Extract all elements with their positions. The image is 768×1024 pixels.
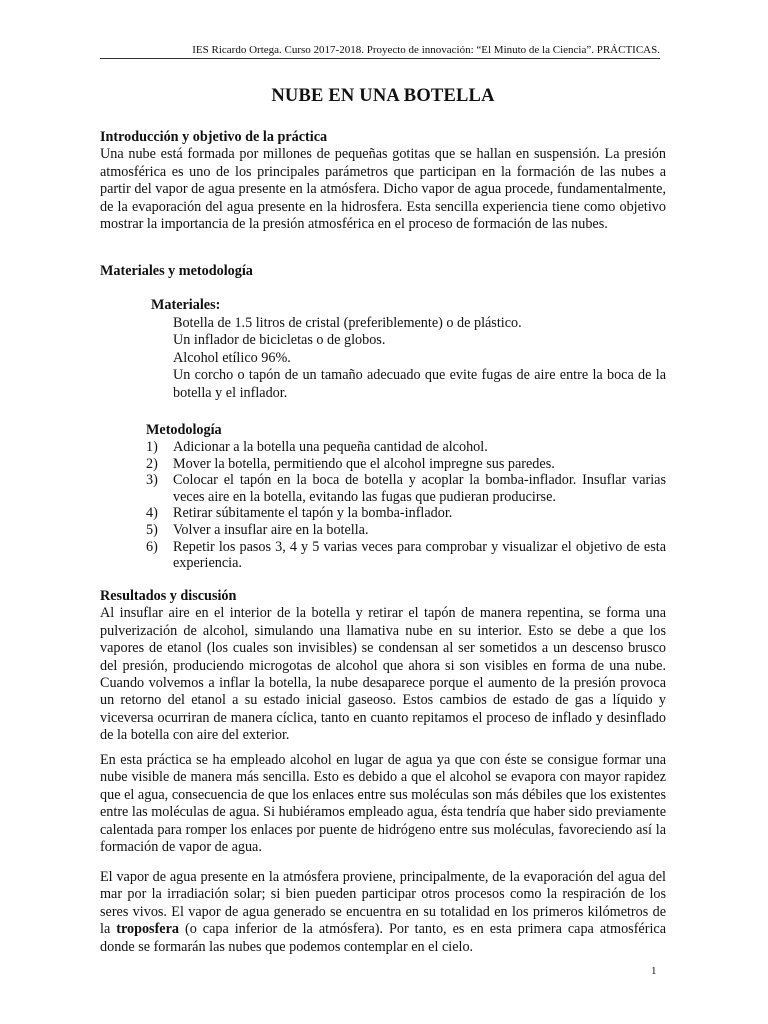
step-item <box>146 472 666 505</box>
intro-heading: Introducción y objetivo de la práctica <box>100 129 328 145</box>
step-item <box>146 522 666 539</box>
p3-text-start: El vapor de agua presente en la atmósfera proviene, principalmente, de la evaporación del agua del mar por la irradiación solar; si bien pueden participar otros procesos como la respiración de los seres vivos. El vapor de agua generado se encuentra en su totalidad en los primeros kilómetros de la <box>100 869 666 938</box>
p3-text-end: (o capa inferior de la atmósfera). Por tanto, es en esta primera capa atmosférica donde se formarán las nubes que podemos contemplar en el cielo. <box>100 921 666 955</box>
material-item: Un inflador de bicicletas o de globos. <box>173 332 386 349</box>
intro-paragraph: Una nube está formada por millones de pequeñas gotitas que se hallan en suspensión. La presión atmosférica es uno de los principales parámetros que participan en la formación de las nubes a partir del vapor de agua presente en la atmósfera. Dicho vapor de agua procede, fundamentalmente, de la evaporación del agua presente en la hidrosfera. Esta sencilla experiencia tiene como objetivo mostrar la importancia de la presión atmosférica en el proceso de formación de las nubes. <box>100 146 666 233</box>
step-number: 5) <box>146 521 158 538</box>
methodology-title: Metodología <box>146 422 222 438</box>
results-heading: Resultados y discusión <box>100 588 237 604</box>
results-paragraph-3 <box>100 869 666 956</box>
step-item <box>146 439 666 456</box>
step-item <box>146 505 666 522</box>
results-paragraph-2-block <box>100 752 666 856</box>
methods-heading-block <box>100 263 666 280</box>
results-paragraph-3-block <box>100 869 666 956</box>
step-text: Colocar el tapón en la boca de botella y acoplar la bomba-inflador. Insuflar varias veces aire en la botella, evitando las fugas que pudieran producirse. <box>173 472 666 505</box>
step-number: 6) <box>146 538 158 555</box>
material-item: Botella de 1.5 litros de cristal (preferiblemente) o de plástico. <box>173 315 522 331</box>
step-item <box>146 539 666 572</box>
material-item: Alcohol etílico 96%. <box>173 349 291 366</box>
results-section <box>100 588 666 745</box>
step-text: Mover la botella, permitiendo que el alcohol impregne sus paredes. <box>173 455 555 472</box>
results-paragraph-2: En esta práctica se ha empleado alcohol en lugar de agua ya que con éste se consigue formar una nube visible de manera más sencilla. Esto es debido a que el alcohol se evapora con mayor rapidez que el agua, consecuencia de que los enlaces entre sus moléculas son más débiles que los existentes entre las moléculas de agua. Si hubiéramos empleado agua, ésta tendría que haber sido previamente calentada para romper los enlaces por puente de hidrógeno entre sus moléculas, favoreciendo así la formación de vapor de agua. <box>100 752 666 856</box>
step-number: 1) <box>146 439 158 455</box>
intro-section <box>100 129 666 233</box>
material-item: Un corcho o tapón de un tamaño adecuado que evite fugas de aire entre la boca de la botella y el inflador. <box>173 367 666 401</box>
materials-list <box>173 315 666 402</box>
troposfera-term: troposfera <box>116 921 179 938</box>
methods-heading: Materiales y metodología <box>100 263 253 279</box>
step-text: Adicionar a la botella una pequeña cantidad de alcohol. <box>173 439 488 455</box>
page-title: NUBE EN UNA BOTELLA <box>271 86 495 106</box>
step-number: 3) <box>146 472 158 489</box>
page-header: IES Ricardo Ortega. Curso 2017-2018. Proyecto de innovación: “El Minuto de la Ciencia”. PRÁCTICAS. <box>100 44 660 59</box>
step-text: Retirar súbitamente el tapón y la bomba-inflador. <box>173 505 453 522</box>
methodology-steps <box>146 439 666 572</box>
step-number: 4) <box>146 505 158 522</box>
results-paragraph-1: Al insuflar aire en el interior de la botella y retirar el tapón de manera repentina, se forma una pulverización de alcohol, simulando una llamativa nube en su interior. Esto se debe a que los vapores de etanol (los cuales son invisibles) se condensan al ser sometidos a un descenso brusco del presión, produciendo microgotas de alcohol que ahora si son visibles en forma de una nube. Cuando volvemos a inflar la botella, la nube desaparece porque el aumento de la presión provoca un retorno del etanol a su estado inicial gaseoso. Estos cambios de estado de gas a líquido y viceversa ocurriran de manera cíclica, tanto en cuanto repitamos el proceso de inflado y desinflado de la botella con aire del exterior. <box>100 605 666 744</box>
step-text: Repetir los pasos 3, 4 y 5 varias veces para comprobar y visualizar el objetivo de esta experiencia. <box>173 538 666 572</box>
materials-title: Materiales: <box>151 297 221 313</box>
step-text: Volver a insuflar aire en la botella. <box>173 521 369 538</box>
step-item <box>146 456 666 473</box>
step-number: 2) <box>146 455 158 472</box>
page-number: 1 <box>651 965 657 977</box>
